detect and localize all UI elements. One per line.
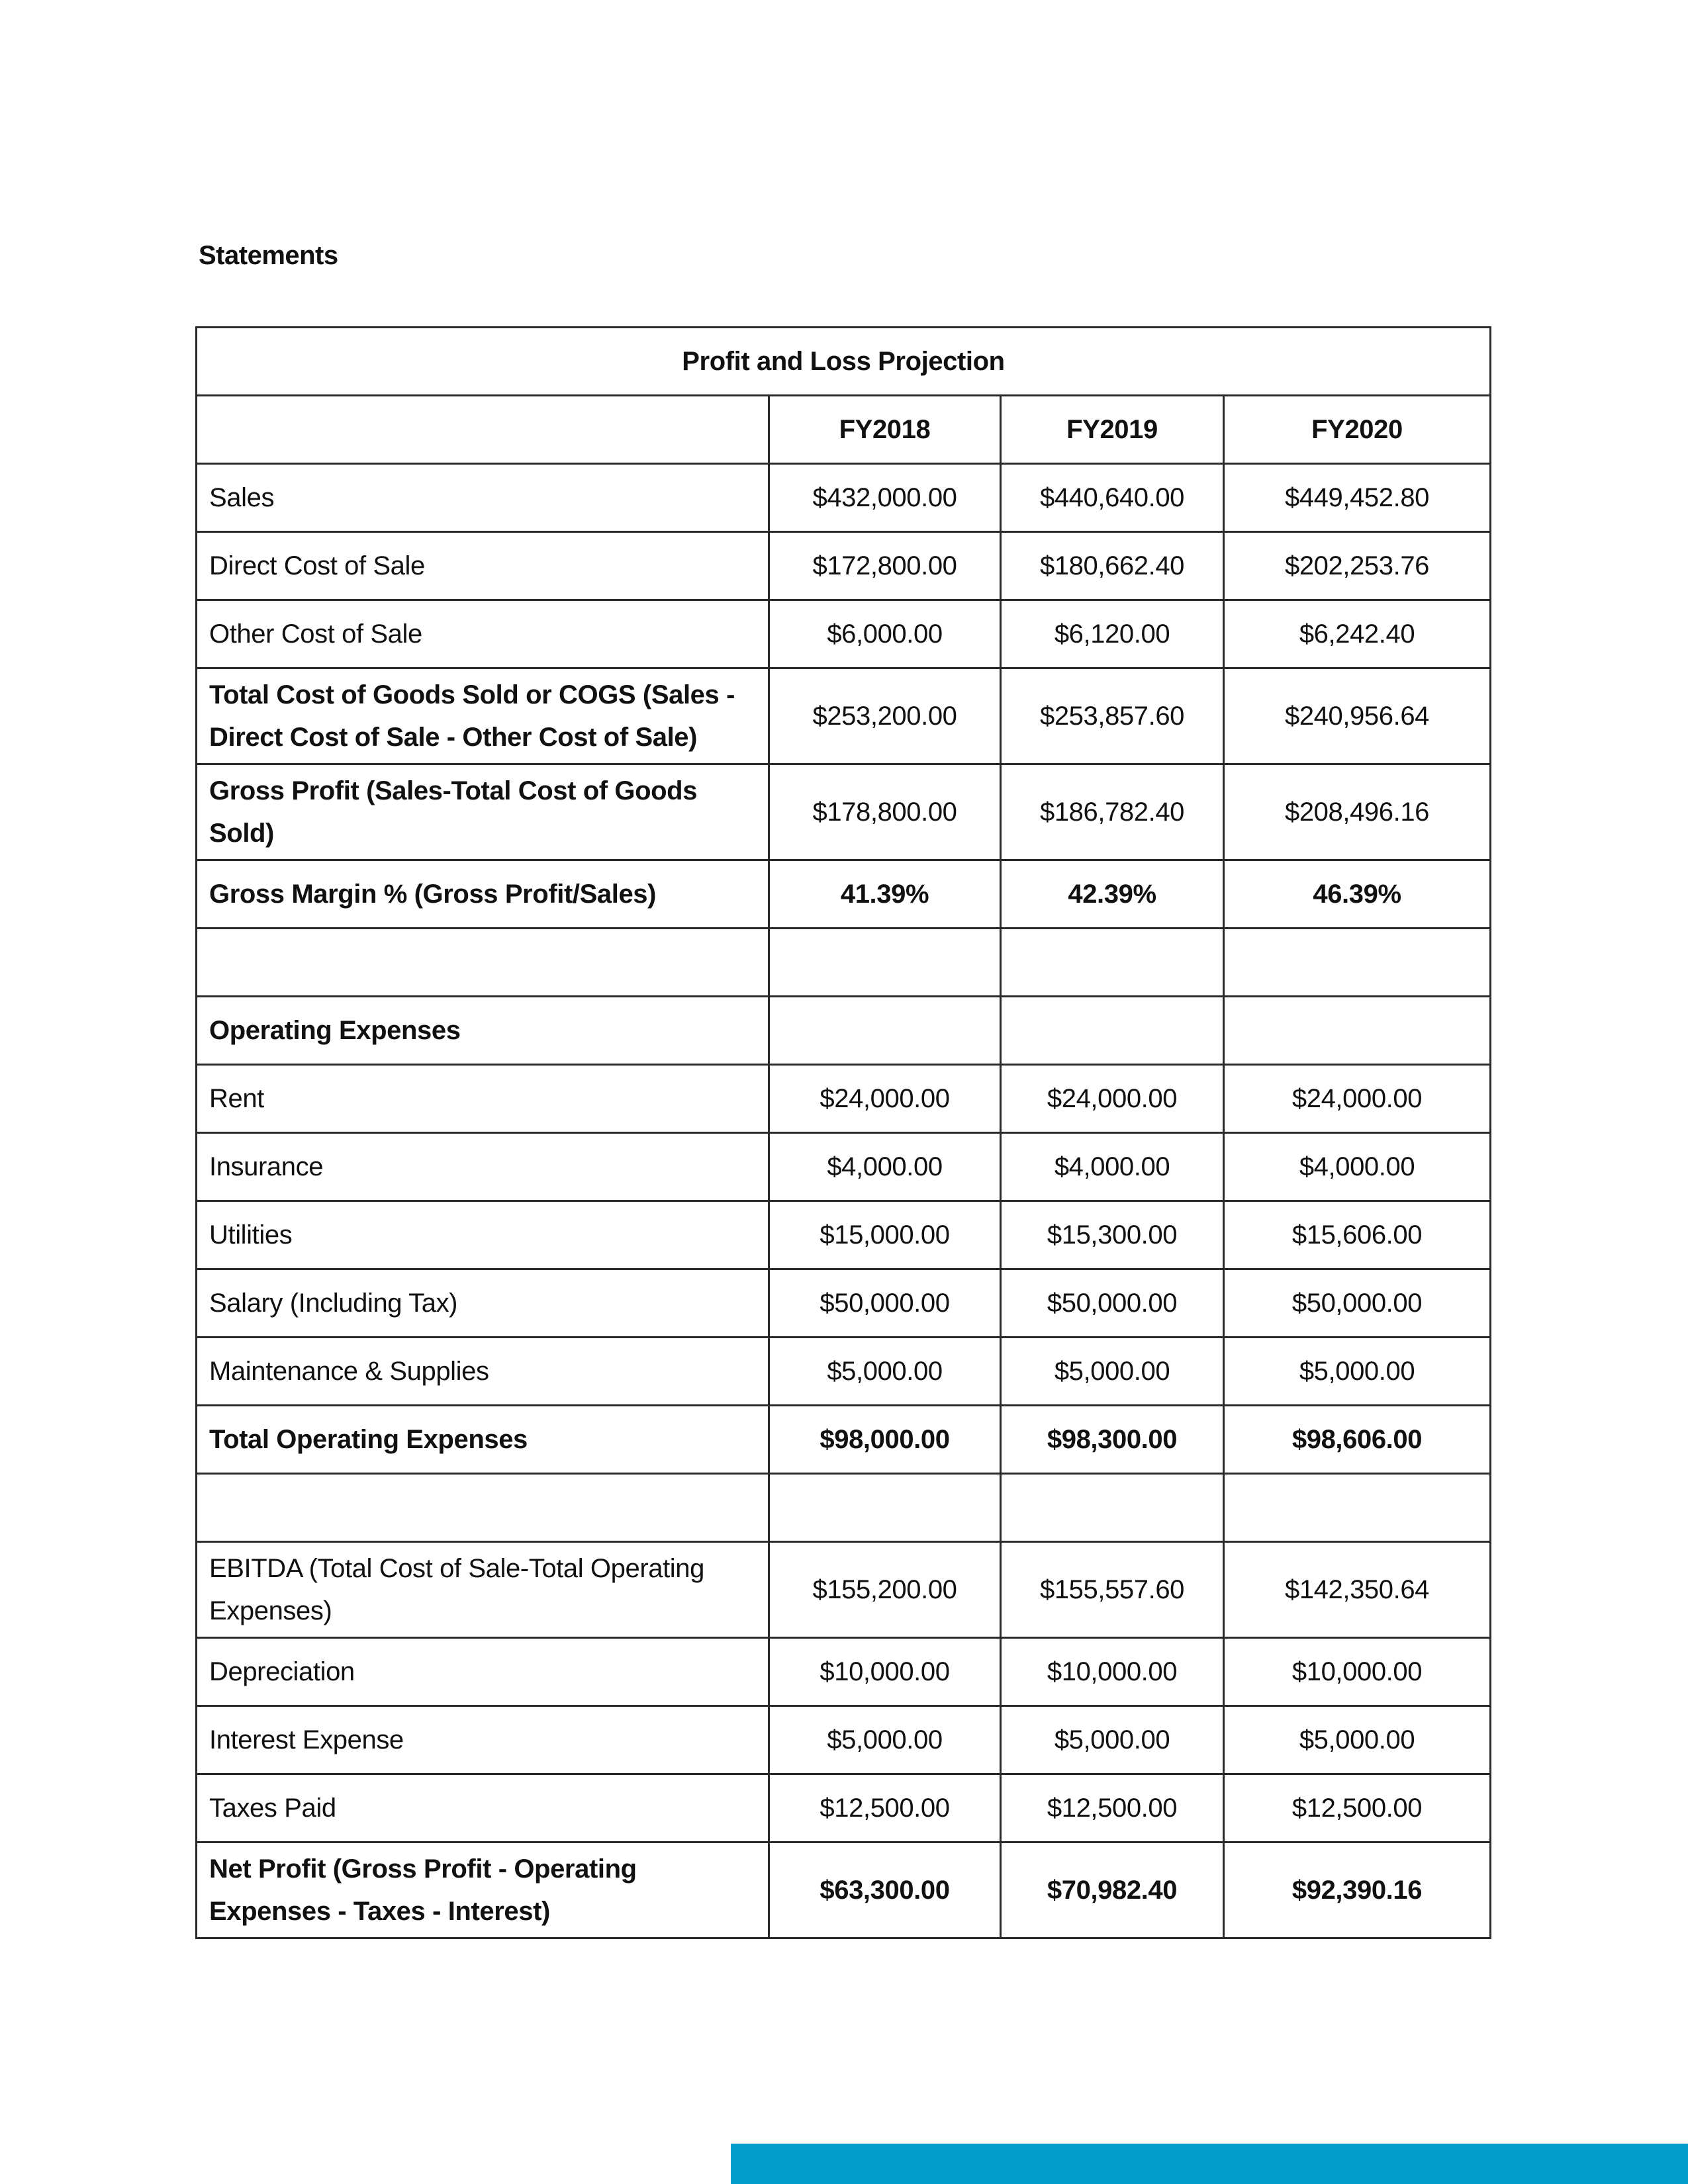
value-fy2019: $50,000.00 [1001, 1269, 1224, 1338]
row-label: Insurance [197, 1133, 769, 1201]
value-fy2020: $5,000.00 [1224, 1706, 1491, 1774]
value-fy2020 [1224, 997, 1491, 1065]
value-fy2018: $24,000.00 [769, 1065, 1001, 1133]
row-label: Salary (Including Tax) [197, 1269, 769, 1338]
value-fy2020: $4,000.00 [1224, 1133, 1491, 1201]
row-label: Gross Profit (Sales-Total Cost of Goods Sold) [197, 764, 769, 860]
profit-loss-table [195, 326, 1491, 1939]
table-row [197, 1706, 1491, 1774]
value-fy2018: $432,000.00 [769, 464, 1001, 532]
value-fy2019: $24,000.00 [1001, 1065, 1224, 1133]
column-header-fy2020: FY2020 [1224, 396, 1491, 464]
value-fy2018: $63,300.00 [769, 1843, 1001, 1938]
table-row [197, 1774, 1491, 1843]
value-fy2020: $5,000.00 [1224, 1338, 1491, 1406]
table-row [197, 1133, 1491, 1201]
row-label: Depreciation [197, 1638, 769, 1706]
value-fy2019: $180,662.40 [1001, 532, 1224, 600]
value-fy2020: $6,242.40 [1224, 600, 1491, 668]
row-label: Total Cost of Goods Sold or COGS (Sales - Direct Cost of Sale - Other Cost of Sale) [197, 668, 769, 764]
value-fy2019: $15,300.00 [1001, 1201, 1224, 1269]
value-fy2019: $253,857.60 [1001, 668, 1224, 764]
value-fy2020: $202,253.76 [1224, 532, 1491, 600]
value-fy2018: $155,200.00 [769, 1542, 1001, 1638]
value-fy2019 [1001, 997, 1224, 1065]
table-title: Profit and Loss Projection [197, 328, 1491, 396]
value-fy2018: $50,000.00 [769, 1269, 1001, 1338]
value-fy2020: $98,606.00 [1224, 1406, 1491, 1474]
value-fy2018: $5,000.00 [769, 1338, 1001, 1406]
row-label: Taxes Paid [197, 1774, 769, 1843]
value-fy2019: $12,500.00 [1001, 1774, 1224, 1843]
value-fy2019: $186,782.40 [1001, 764, 1224, 860]
row-label: Direct Cost of Sale [197, 532, 769, 600]
column-header-label [197, 396, 769, 464]
value-fy2018: $15,000.00 [769, 1201, 1001, 1269]
value-fy2020: $12,500.00 [1224, 1774, 1491, 1843]
table-row [197, 1269, 1491, 1338]
value-fy2020: $208,496.16 [1224, 764, 1491, 860]
row-label: Rent [197, 1065, 769, 1133]
value-fy2019: $5,000.00 [1001, 1338, 1224, 1406]
table-row [197, 1474, 1491, 1542]
value-fy2018: $98,000.00 [769, 1406, 1001, 1474]
row-label [197, 929, 769, 997]
value-fy2020: $92,390.16 [1224, 1843, 1491, 1938]
footer-accent-bar [731, 2144, 1688, 2184]
value-fy2019: $6,120.00 [1001, 600, 1224, 668]
value-fy2019: $440,640.00 [1001, 464, 1224, 532]
value-fy2020: $10,000.00 [1224, 1638, 1491, 1706]
value-fy2018 [769, 929, 1001, 997]
value-fy2018: $4,000.00 [769, 1133, 1001, 1201]
value-fy2018 [769, 1474, 1001, 1542]
row-label: EBITDA (Total Cost of Sale-Total Operating Expenses) [197, 1542, 769, 1638]
column-header-fy2019: FY2019 [1001, 396, 1224, 464]
value-fy2018: $6,000.00 [769, 600, 1001, 668]
value-fy2018: $178,800.00 [769, 764, 1001, 860]
value-fy2020: 46.39% [1224, 860, 1491, 929]
value-fy2019: $70,982.40 [1001, 1843, 1224, 1938]
row-label: Sales [197, 464, 769, 532]
table-row [197, 1065, 1491, 1133]
table-row [197, 1638, 1491, 1706]
value-fy2020: $15,606.00 [1224, 1201, 1491, 1269]
row-label: Gross Margin % (Gross Profit/Sales) [197, 860, 769, 929]
value-fy2018 [769, 997, 1001, 1065]
table-row [197, 764, 1491, 860]
section-heading: Statements [199, 241, 338, 270]
value-fy2020: $449,452.80 [1224, 464, 1491, 532]
table-row [197, 860, 1491, 929]
table-row [197, 1843, 1491, 1938]
value-fy2019 [1001, 1474, 1224, 1542]
value-fy2020: $142,350.64 [1224, 1542, 1491, 1638]
value-fy2018: $12,500.00 [769, 1774, 1001, 1843]
value-fy2019: $155,557.60 [1001, 1542, 1224, 1638]
value-fy2018: $5,000.00 [769, 1706, 1001, 1774]
table-row [197, 1542, 1491, 1638]
table-header-row [197, 396, 1491, 464]
value-fy2020: $50,000.00 [1224, 1269, 1491, 1338]
value-fy2020 [1224, 929, 1491, 997]
row-label: Total Operating Expenses [197, 1406, 769, 1474]
value-fy2019 [1001, 929, 1224, 997]
value-fy2020: $240,956.64 [1224, 668, 1491, 764]
value-fy2018: 41.39% [769, 860, 1001, 929]
row-label: Interest Expense [197, 1706, 769, 1774]
value-fy2018: $172,800.00 [769, 532, 1001, 600]
value-fy2018: $10,000.00 [769, 1638, 1001, 1706]
table-title-row [197, 328, 1491, 396]
table-row [197, 464, 1491, 532]
row-label: Utilities [197, 1201, 769, 1269]
row-label: Other Cost of Sale [197, 600, 769, 668]
table-row [197, 600, 1491, 668]
table-row [197, 929, 1491, 997]
table-row [197, 1201, 1491, 1269]
row-label: Operating Expenses [197, 997, 769, 1065]
value-fy2019: 42.39% [1001, 860, 1224, 929]
table-row [197, 668, 1491, 764]
value-fy2019: $4,000.00 [1001, 1133, 1224, 1201]
value-fy2019: $5,000.00 [1001, 1706, 1224, 1774]
column-header-fy2018: FY2018 [769, 396, 1001, 464]
value-fy2020 [1224, 1474, 1491, 1542]
value-fy2019: $98,300.00 [1001, 1406, 1224, 1474]
table-row [197, 997, 1491, 1065]
row-label: Maintenance & Supplies [197, 1338, 769, 1406]
table-row [197, 1338, 1491, 1406]
value-fy2018: $253,200.00 [769, 668, 1001, 764]
value-fy2020: $24,000.00 [1224, 1065, 1491, 1133]
row-label: Net Profit (Gross Profit - Operating Expenses - Taxes - Interest) [197, 1843, 769, 1938]
row-label [197, 1474, 769, 1542]
value-fy2019: $10,000.00 [1001, 1638, 1224, 1706]
table-row [197, 532, 1491, 600]
table-row [197, 1406, 1491, 1474]
